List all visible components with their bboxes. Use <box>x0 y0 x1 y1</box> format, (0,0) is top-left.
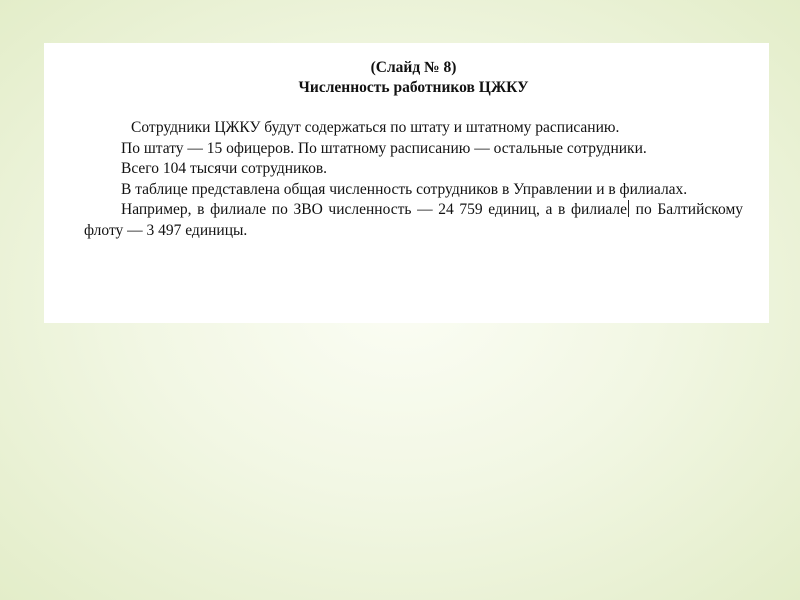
paragraph-example-start: Например, в филиале по ЗВО численность — 24 759 единиц, а в филиале <box>121 201 628 218</box>
document-title: Численность работников ЦЖКУ <box>298 79 529 96</box>
paragraph-example-end: по Балтийскому флоту — 3 497 единицы. <box>84 201 743 239</box>
paragraph-table-note: В таблице представлена общая численность сотрудников в Управлении и в филиалах. <box>121 180 688 198</box>
document-page <box>44 43 769 323</box>
text-cursor <box>628 200 629 217</box>
paragraph-staff-basis: Сотрудники ЦЖКУ будут содержаться по штату и штатному расписанию. <box>131 119 620 136</box>
paragraph-example[interactable] <box>84 200 743 241</box>
slide-number-heading: (Слайд № 8) <box>370 59 457 76</box>
blank-line <box>84 98 743 118</box>
paragraph-officers: По штату — 15 офицеров. По штатному расписанию — остальные сотрудники. <box>121 139 647 157</box>
paragraph-total: Всего 104 тысячи сотрудников. <box>121 160 328 177</box>
